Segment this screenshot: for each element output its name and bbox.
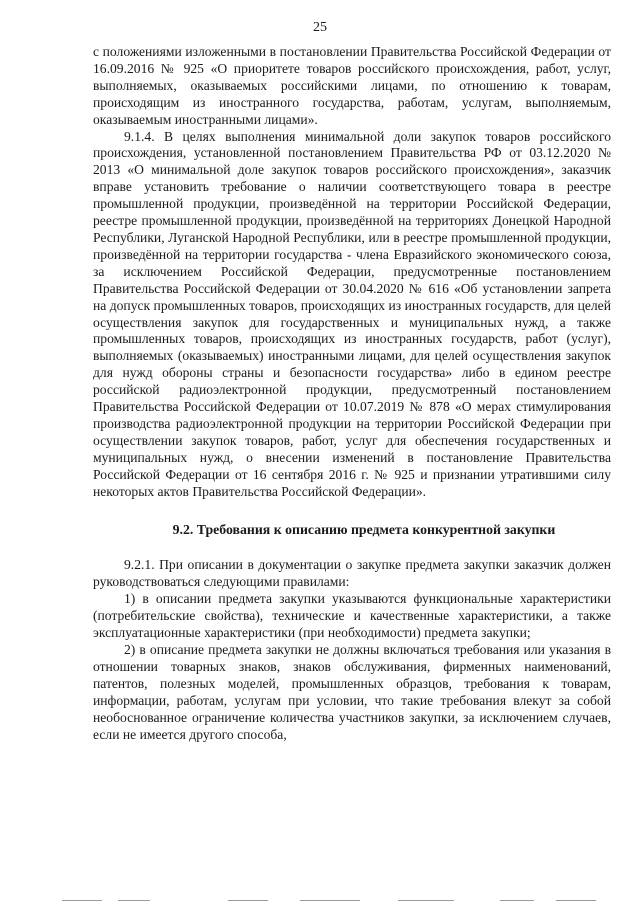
list-item-1: 1) в описании предмета закупки указываются функциональные характеристики (потребительские свойства), технические и качественные характеристики, а также эксплуатационные характеристики (при необходимости) предмета закупки;	[93, 591, 611, 641]
scan-mark	[118, 900, 150, 901]
paragraph-9-1-4: 9.1.4. В целях выполнения минимальной доли закупок товаров российского происхождения, установленной постановлением Правительства РФ от 03.12.2020 № 2013 «О минимальной доле закупок товаров российского происхождения», заказчик вправе установить требование о наличии соответствующего товара в реестре промышленной продукции, произведённой на территории Российской Федерации, реестре промышленной продукции, произведённой на территориях Донецкой Народной Республики, Луганской Народной Республики, или в реестре промышленной продукции, произведённой на территории государства - члена Евразийского экономического союза, за исключением Российской Федерации, предусмотренные постановлением Правительства Российской Федерации от 30.04.2020 № 616 «Об установлении запрета на допуск промышленных товаров, происходящих из иностранных государств, для целей осуществления закупок для государственных и муниципальных нужд, а также промышленных товаров, происходящих из иностранных государств, работ (услуг), выполняемых (оказываемых) иностранными лицами, для целей осуществления закупок для нужд обороны страны и безопасности государства» либо в едином реестре российской радиоэлектронной продукции, предусмотренный постановлением Правительства Российской Федерации от 10.07.2019 № 878 «О мерах стимулирования производства радиоэлектронной продукции на территории Российской Федерации при осуществлении закупок товаров, работ, услуг для обеспечения государственных и муниципальных нужд, о внесении изменений в постановление Правительства Российской Федерации от 16 сентября 2016 г. № 925 и признании утратившими силу некоторых актов Правительства Российской Федерации».	[93, 128, 611, 499]
section-heading-9-2: 9.2. Требования к описанию предмета конкурентной закупки	[172, 522, 556, 538]
scan-mark	[500, 900, 534, 901]
scan-mark	[300, 900, 360, 901]
list-item-2: 2) в описание предмета закупки не должны включаться требования или указания в отношении товарных знаков, знаков обслуживания, фирменных наименований, патентов, полезных моделей, промышленных образцов, требования к товарам, информации, работам, услугам при условии, что такие требования влекут за собой необоснованное ограничение количества участников закупки, за исключением случаев, если не имеется другого способа,	[93, 642, 611, 742]
paragraph-9-2-1: 9.2.1. При описании в документации о закупке предмета закупки заказчик должен руководствоваться следующими правилами:	[93, 557, 611, 590]
scan-mark	[398, 900, 454, 901]
scan-mark	[228, 900, 268, 901]
scan-mark	[556, 900, 596, 901]
document-body	[93, 44, 611, 743]
paragraph-continuation: с положениями изложенными в постановлении Правительства Российской Федерации от 16.09.2016 № 925 «О приоритете товаров российского происхождения, работ, услуг, выполняемых, оказываемых российскими лицами, по отношению к товарам, происходящим из иностранного государства, работам, услугам, выполняемым, оказываемым иностранными лицами».	[93, 44, 611, 127]
scan-edge-marks	[0, 896, 640, 905]
page-number: 25	[313, 20, 327, 35]
scan-mark	[62, 900, 102, 901]
